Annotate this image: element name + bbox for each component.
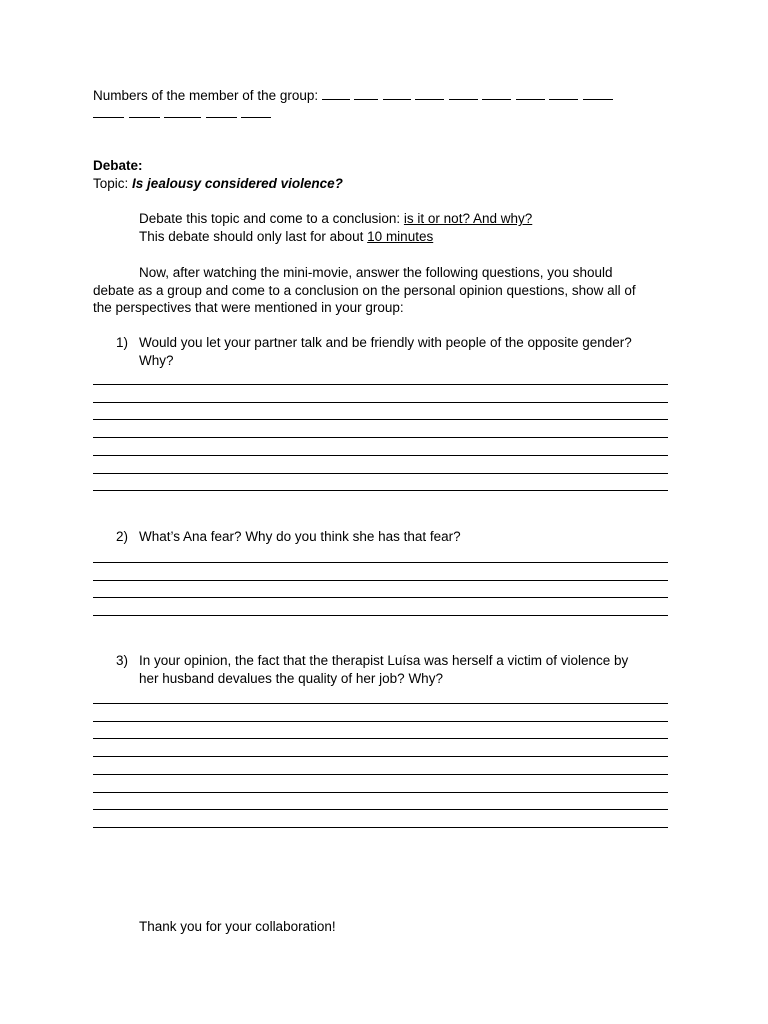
answer-line[interactable] [93, 562, 668, 563]
members-label-text: Numbers of the member of the group: [93, 88, 319, 103]
topic-text: Is jealousy considered violence? [132, 176, 343, 191]
answer-line[interactable] [93, 774, 668, 775]
member-blank[interactable] [164, 105, 201, 118]
intro-line-2: debate as a group and come to a conclusion on the personal opinion questions, show all of [93, 283, 636, 298]
question-2-number: 2) [116, 529, 129, 544]
answer-line[interactable] [93, 419, 668, 420]
answer-line[interactable] [93, 721, 668, 722]
member-blank[interactable] [241, 105, 271, 118]
answer-line[interactable] [93, 384, 668, 385]
answer-line[interactable] [93, 792, 668, 793]
answer-line[interactable] [93, 580, 668, 581]
question-1-line-2: Why? [139, 353, 174, 368]
member-blank[interactable] [206, 105, 237, 118]
question-2-line-1: What’s Ana fear? Why do you think she has that fear? [139, 529, 461, 544]
question-1-number: 1) [116, 335, 129, 350]
answer-line[interactable] [93, 402, 668, 403]
answer-line[interactable] [93, 437, 668, 438]
debate-heading: Debate: [93, 158, 143, 173]
intro-line-1: Now, after watching the mini-movie, answer the following questions, you should [139, 265, 613, 280]
members-label [93, 87, 617, 105]
question-3-line-1: In your opinion, the fact that the therapist Luísa was herself a victim of violence by [139, 653, 629, 668]
member-blank[interactable] [482, 87, 511, 100]
member-blank[interactable] [549, 87, 578, 100]
debate-instruction-2 [139, 228, 433, 246]
instruction-1-text: Debate this topic and come to a conclusion: [139, 211, 401, 226]
closing-thanks: Thank you for your collaboration! [139, 919, 336, 934]
answer-line[interactable] [93, 615, 668, 616]
question-3-line-2: her husband devalues the quality of her job? Why? [139, 671, 443, 686]
intro-line-3: the perspectives that were mentioned in your group: [93, 300, 404, 315]
answer-line[interactable] [93, 703, 668, 704]
answer-line[interactable] [93, 827, 668, 828]
answer-line[interactable] [93, 756, 668, 757]
instruction-1-emphasis: is it or not? And why? [403, 211, 533, 226]
member-blank[interactable] [516, 87, 545, 100]
member-blank[interactable] [129, 105, 160, 118]
member-blank[interactable] [583, 87, 613, 100]
member-blanks-row-2 [93, 105, 276, 123]
answer-line[interactable] [93, 809, 668, 810]
answer-line[interactable] [93, 738, 668, 739]
answer-line[interactable] [93, 490, 668, 491]
member-blank[interactable] [449, 87, 478, 100]
member-blank[interactable] [354, 87, 378, 100]
topic-label: Topic: [93, 176, 129, 191]
member-blank[interactable] [383, 87, 411, 100]
answer-line[interactable] [93, 473, 668, 474]
answer-line[interactable] [93, 597, 668, 598]
answer-line[interactable] [93, 455, 668, 456]
question-3-number: 3) [116, 653, 129, 668]
debate-topic [93, 175, 343, 193]
question-1-line-1: Would you let your partner talk and be friendly with people of the opposite gender? [139, 335, 632, 350]
debate-instruction-1 [139, 210, 532, 228]
member-blank[interactable] [415, 87, 444, 100]
member-blank[interactable] [322, 87, 350, 100]
member-blanks-row-1 [322, 88, 618, 103]
instruction-2-text: This debate should only last for about [139, 229, 364, 244]
member-blank[interactable] [93, 105, 124, 118]
instruction-2-emphasis: 10 minutes [367, 229, 434, 244]
